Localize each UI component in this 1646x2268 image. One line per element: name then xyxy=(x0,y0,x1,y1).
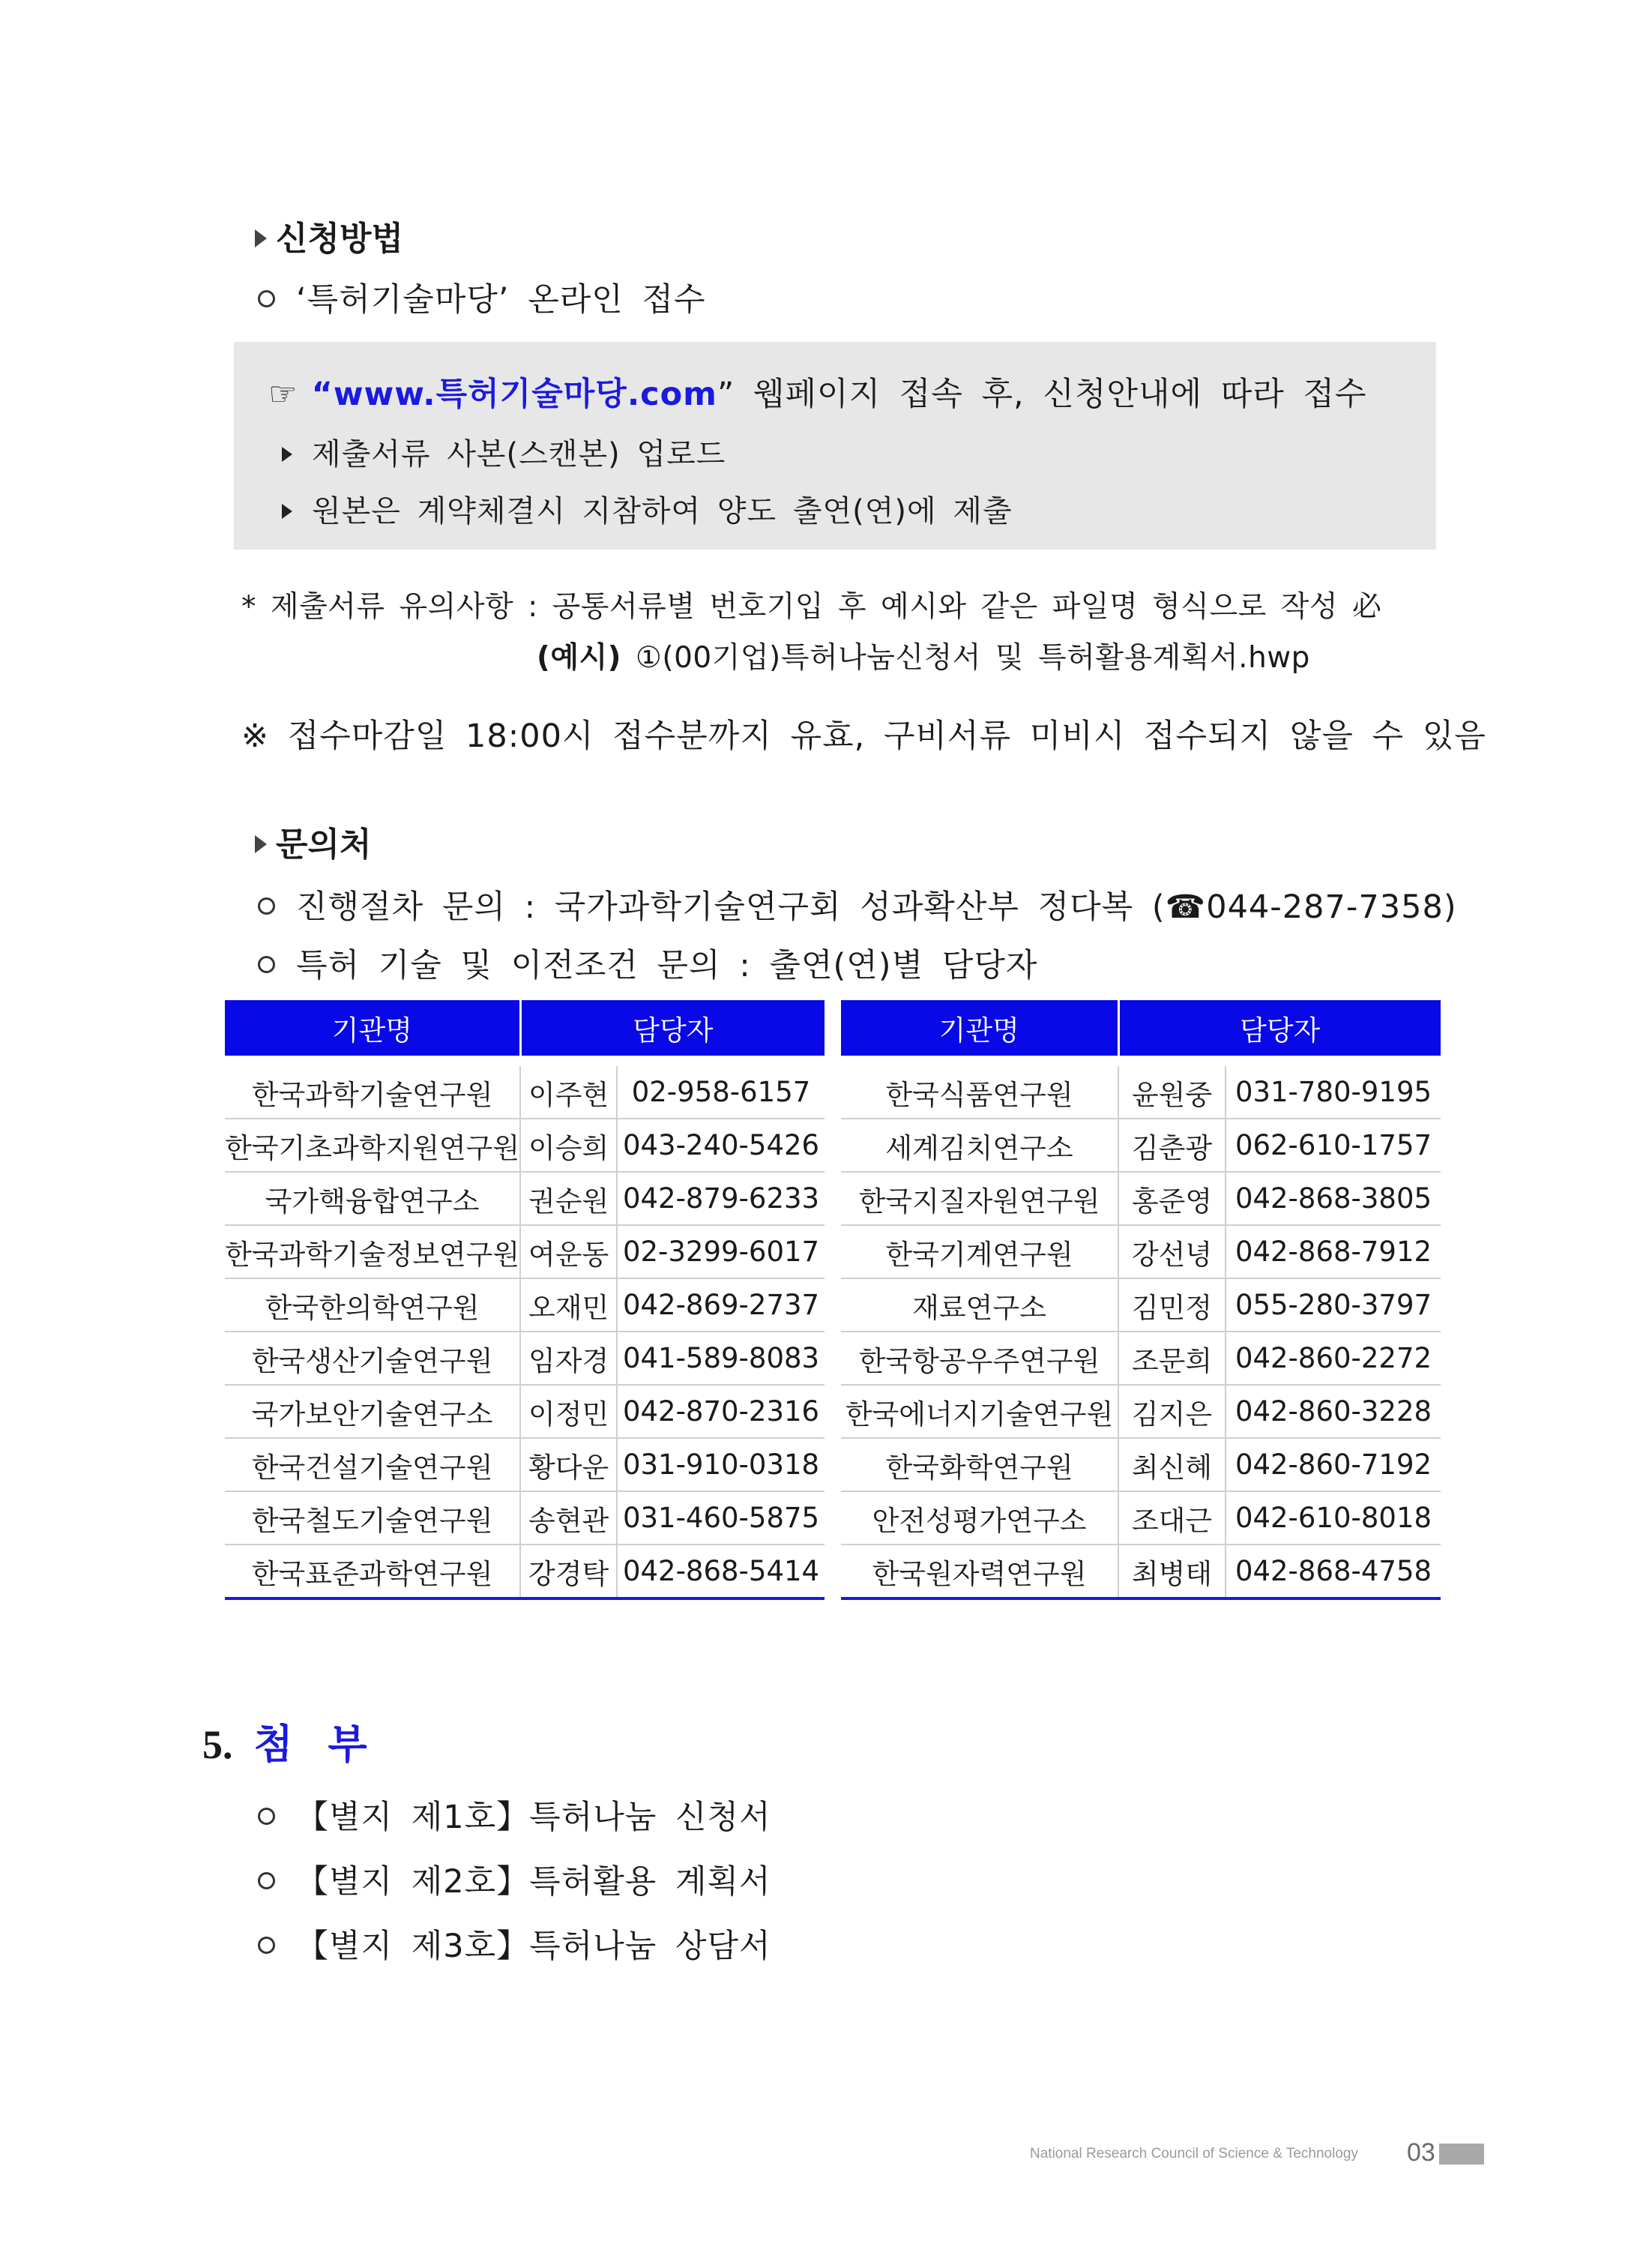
attachment-item-2[interactable]: 【별지 제2호】특허활용 계획서 xyxy=(258,1856,771,1902)
attachments-heading xyxy=(202,1712,378,1770)
phone-cell: 041-589-8083 xyxy=(617,1332,824,1385)
institution-cell: 국가핵융합연구소 xyxy=(225,1172,520,1225)
institution-cell: 한국생산기술연구원 xyxy=(225,1332,520,1385)
phone-cell: 042-860-3228 xyxy=(1226,1385,1441,1438)
contact-person-cell: 김춘광 xyxy=(1118,1119,1226,1172)
example-label: (예시) xyxy=(537,641,621,675)
circle-bullet-icon xyxy=(258,956,275,973)
institution-cell: 한국기초과학지원연구원 xyxy=(225,1119,520,1172)
website-url[interactable]: www.특허기술마당.com xyxy=(333,376,717,413)
contact-procedure: 진행절차 문의 : 국가과학기술연구회 성과확산부 정다복 (☎044-287-7358) xyxy=(258,882,1457,927)
contact-person-cell: 홍준영 xyxy=(1118,1172,1226,1225)
phone-cell: 042-868-5414 xyxy=(617,1544,824,1598)
phone-cell: 042-868-4758 xyxy=(1226,1544,1441,1598)
contact-person-cell: 조문희 xyxy=(1118,1332,1226,1385)
contact-person-cell: 이정민 xyxy=(520,1385,617,1438)
table-row xyxy=(841,1438,1441,1491)
phone-cell: 042-879-6233 xyxy=(617,1172,824,1225)
table-row xyxy=(225,1544,824,1598)
contact-person-cell: 권순원 xyxy=(520,1172,617,1225)
contact-person-cell: 황다운 xyxy=(520,1438,617,1491)
phone-cell: 055-280-3797 xyxy=(1226,1278,1441,1332)
contact-person-cell: 오재민 xyxy=(520,1278,617,1332)
column-header-contact-person: 담당자 xyxy=(1118,1000,1441,1061)
institution-cell: 한국지질자원연구원 xyxy=(841,1172,1118,1225)
institution-cell: 한국원자력연구원 xyxy=(841,1544,1118,1598)
circle-bullet-icon xyxy=(258,1808,275,1825)
phone-cell: 043-240-5426 xyxy=(617,1119,824,1172)
table-row xyxy=(841,1332,1441,1385)
column-header-contact-person: 담당자 xyxy=(520,1000,824,1061)
institution-cell: 한국식품연구원 xyxy=(841,1061,1118,1119)
phone-cell: 031-780-9195 xyxy=(1226,1061,1441,1119)
page-bar xyxy=(1439,2144,1484,2165)
contact-table-right xyxy=(841,1000,1441,1600)
section-title: 첨 부 xyxy=(253,1721,378,1768)
contact-person-cell: 강선녕 xyxy=(1118,1225,1226,1278)
institution-cell: 한국에너지기술연구원 xyxy=(841,1385,1118,1438)
institution-cell: 한국건설기술연구원 xyxy=(225,1438,520,1491)
table-row xyxy=(225,1225,824,1278)
phone-cell: 042-870-2316 xyxy=(617,1385,824,1438)
circle-bullet-icon xyxy=(258,897,275,915)
quote-close: ” xyxy=(717,376,735,413)
table-row xyxy=(841,1061,1441,1119)
contact-person-cell: 김민정 xyxy=(1118,1278,1226,1332)
table-row xyxy=(225,1385,824,1438)
institution-cell: 한국과학기술정보연구원 xyxy=(225,1225,520,1278)
apply-box-item-original: 원본은 계약체결시 지참하여 양도 출연(연)에 제출 xyxy=(282,487,1013,530)
institution-cell: 안전성평가연구소 xyxy=(841,1491,1118,1544)
phone-cell: 02-958-6157 xyxy=(617,1061,824,1119)
table-row xyxy=(225,1061,824,1119)
triangle-bullet-icon xyxy=(255,229,267,247)
institution-cell: 한국철도기술연구원 xyxy=(225,1491,520,1544)
contact-person-cell: 최신혜 xyxy=(1118,1438,1226,1491)
table-row xyxy=(841,1385,1441,1438)
circle-bullet-icon xyxy=(258,1937,275,1954)
table-row xyxy=(225,1491,824,1544)
table-row xyxy=(841,1278,1441,1332)
phone-cell: 062-610-1757 xyxy=(1226,1119,1441,1172)
contact-person-cell: 김지은 xyxy=(1118,1385,1226,1438)
quote-open: “ xyxy=(311,376,334,413)
table-row xyxy=(841,1544,1441,1598)
example-filename: ①(00기업)특허나눔신청서 및 특허활용계획서.hwp xyxy=(621,641,1310,675)
table-row xyxy=(225,1172,824,1225)
table-row xyxy=(841,1225,1441,1278)
institution-cell: 세계김치연구소 xyxy=(841,1119,1118,1172)
contact-person-cell: 강경탁 xyxy=(520,1544,617,1598)
phone-cell: 02-3299-6017 xyxy=(617,1225,824,1278)
small-triangle-icon xyxy=(282,504,292,519)
table-row xyxy=(841,1119,1441,1172)
contact-person-cell: 최병태 xyxy=(1118,1544,1226,1598)
table-row xyxy=(225,1332,824,1385)
section-number: 5. xyxy=(202,1722,233,1767)
phone-cell: 042-868-3805 xyxy=(1226,1172,1441,1225)
institution-cell: 국가보안기술연구소 xyxy=(225,1385,520,1438)
phone-cell: 031-460-5875 xyxy=(617,1491,824,1544)
column-header-institution: 기관명 xyxy=(225,1000,520,1061)
phone-cell: 042-610-8018 xyxy=(1226,1491,1441,1544)
attachment-item-3[interactable]: 【별지 제3호】특허나눔 상담서 xyxy=(258,1921,771,1967)
submission-note: * 제출서류 유의사항 : 공통서류별 번호기입 후 예시와 같은 파일명 형식으로 작성 必 xyxy=(241,590,1382,624)
contact-person-cell: 이주현 xyxy=(520,1061,617,1119)
apply-heading: 신청방법 xyxy=(255,211,403,259)
table-row xyxy=(841,1491,1441,1544)
contact-heading: 문의처 xyxy=(255,817,372,865)
triangle-bullet-icon xyxy=(255,835,267,853)
institution-cell: 한국과학기술연구원 xyxy=(225,1061,520,1119)
table-row xyxy=(225,1119,824,1172)
apply-method: ‘특허기술마당’ 온라인 접수 xyxy=(258,274,706,320)
circle-bullet-icon xyxy=(258,290,275,307)
institution-cell: 한국한의학연구원 xyxy=(225,1278,520,1332)
contact-person-cell: 여운동 xyxy=(520,1225,617,1278)
institution-cell: 재료연구소 xyxy=(841,1278,1118,1332)
contact-person-cell: 송현관 xyxy=(520,1491,617,1544)
institution-cell: 한국기계연구원 xyxy=(841,1225,1118,1278)
contact-table-left xyxy=(225,1000,824,1600)
column-header-institution: 기관명 xyxy=(841,1000,1118,1061)
institution-cell: 한국표준과학연구원 xyxy=(225,1544,520,1598)
contact-person-cell: 이승희 xyxy=(520,1119,617,1172)
deadline-note: ※ 접수마감일 18:00시 접수분까지 유효, 구비서류 미비시 접수되지 않을 수 있음 xyxy=(241,718,1486,755)
phone-cell: 042-869-2737 xyxy=(617,1278,824,1332)
small-triangle-icon xyxy=(282,447,292,462)
table-row xyxy=(841,1172,1441,1225)
circle-bullet-icon xyxy=(258,1872,275,1889)
phone-cell: 042-860-7192 xyxy=(1226,1438,1441,1491)
apply-box-line1: ☞ “www.특허기술마당.com” 웹페이지 접속 후, 신청안내에 따라 접수 xyxy=(268,376,1367,413)
contact-person-cell: 조대근 xyxy=(1118,1491,1226,1544)
attachment-item-1[interactable]: 【별지 제1호】특허나눔 신청서 xyxy=(258,1792,771,1838)
phone-cell: 042-860-2272 xyxy=(1226,1332,1441,1385)
table-row xyxy=(225,1438,824,1491)
phone-cell: 031-910-0318 xyxy=(617,1438,824,1491)
example-note xyxy=(537,634,1310,676)
contact-person-cell: 윤원중 xyxy=(1118,1061,1226,1119)
phone-icon: ☎ xyxy=(1165,888,1207,926)
page-number: 03 xyxy=(1407,2138,1435,2167)
apply-box-item-upload: 제출서류 사본(스캔본) 업로드 xyxy=(282,430,726,473)
phone-cell: 042-868-7912 xyxy=(1226,1225,1441,1278)
institution-cell: 한국항공우주연구원 xyxy=(841,1332,1118,1385)
contact-person-cell: 임자경 xyxy=(520,1332,617,1385)
pointing-hand-icon: ☞ xyxy=(268,376,298,413)
footer-organization: National Research Council of Science & Technology xyxy=(1030,2146,1358,2162)
table-row xyxy=(225,1278,824,1332)
contact-patent: 특허 기술 및 이전조건 문의 : 출연(연)별 담당자 xyxy=(258,940,1037,986)
institution-cell: 한국화학연구원 xyxy=(841,1438,1118,1491)
